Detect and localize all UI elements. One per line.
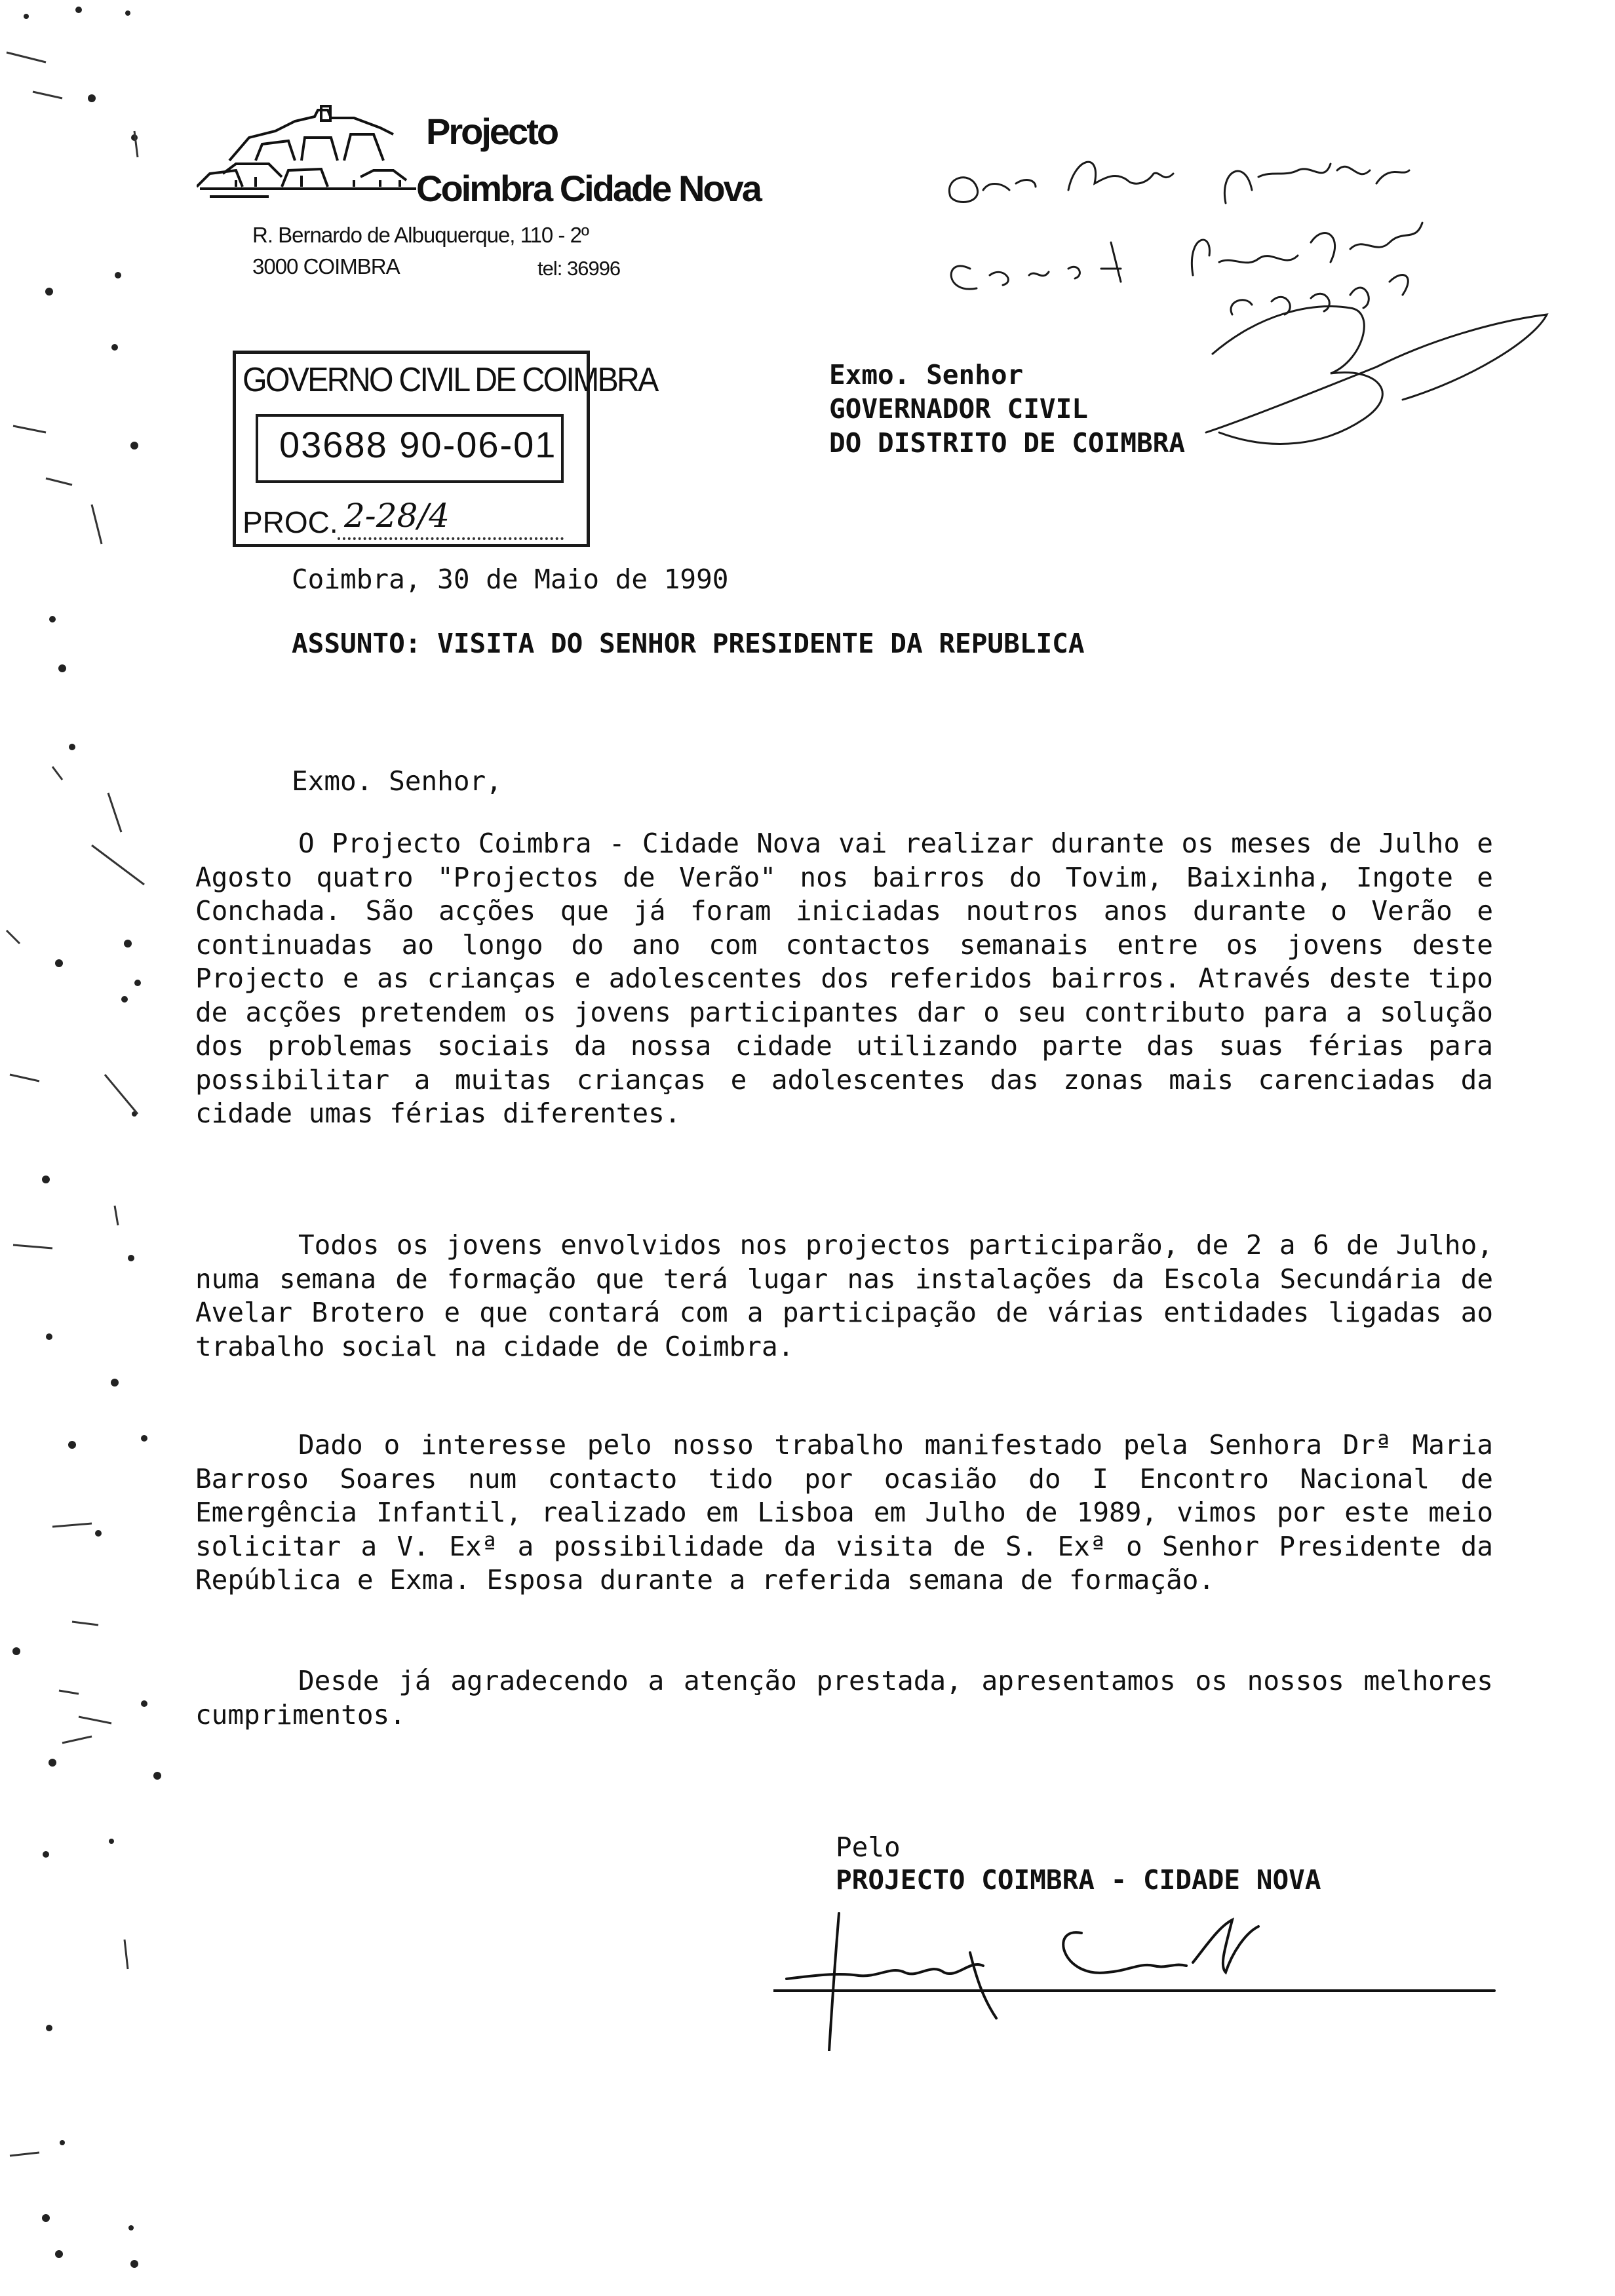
addressee-line1: Exmo. Senhor [829,359,1024,391]
letter-subject: ASSUNTO: VISITA DO SENHOR PRESIDENTE DA REPUBLICA [292,628,1085,659]
body-paragraph-2: Todos os jovens envolvidos nos projectos participarão, de 2 a 6 de Julho, numa semana de formação que terá lugar nas instalações da Escola Secundária de Avelar Brotero e que contará com a participação de várias entidades ligadas ao trabalho social na cidade de Coimbra. [195,1229,1493,1362]
body-paragraph-4: Desde já agradecendo a atenção prestada, apresentamos os nossos melhores cumprimentos. [195,1665,1493,1731]
body-paragraph-1: O Projecto Coimbra - Cidade Nova vai realizar durante os meses de Julho e Agosto quatro "Projectos de Verão" nos bairros do Tovim, Baixinha, Ingote e Conchada. São acções que já foram iniciadas noutros anos durante o Verão e continuadas ao longo do ano com contactos semanais entre os jovens deste Projecto e as crianças e adolescentes dos referidos bairros. Através deste tipo de acções pretendem os jovens participantes dar o seu contributo para a solução dos problemas sociais da nossa cidade utilizando parte das suas férias para possibilitar a muitas crianças e adolescentes das zonas mais carenciadas da cidade umas férias diferentes. [195,828,1493,1129]
letterhead-name-line2: Coimbra Cidade Nova [416,168,760,209]
stamp-proc-value: 2-28/4 [344,497,450,535]
stamp-entry-number: 03688 90-06-01 [279,424,557,465]
scan-noise-speckles [0,0,197,2296]
addressee-line2: GOVERNADOR CIVIL [829,393,1088,425]
handwritten-signature [773,1900,1508,2051]
letterhead-name-line1: Projecto [426,111,558,152]
letterhead-street-address: R. Bernardo de Albuquerque, 110 - 2º [252,223,589,247]
city-skyline-logo-icon [197,98,433,203]
closing-pelo: Pelo [836,1831,901,1863]
handwritten-annotation [905,144,1560,459]
closing-organization: PROJECTO COIMBRA - CIDADE NOVA [836,1864,1321,1896]
addressee-line3: DO DISTRITO DE COIMBRA [829,427,1186,459]
body-paragraph-3: Dado o interesse pelo nosso trabalho manifestado pela Senhora Drª Maria Barroso Soares num contacto tido por ocasião do I Encontro Nacional de Emergência Infantil, realizado em Lisboa em Julho de 1989, vimos por este meio solicitar a V. Exª a possibilidade da visita de S. Exª o Senhor Presidente da República e Exma. Esposa durante a referida semana de formação. [195,1429,1493,1596]
stamp-proc-label: PROC. [243,505,338,539]
stamp-title: GOVERNO CIVIL DE COIMBRA [243,361,657,399]
letterhead-postal-city: 3000 COIMBRA [252,254,400,278]
salutation: Exmo. Senhor, [292,765,502,797]
stamp-dotted-line [338,537,564,540]
letterhead-telephone: tel: 36996 [537,257,621,280]
registry-stamp [233,351,657,547]
letter-date: Coimbra, 30 de Maio de 1990 [292,564,729,595]
stamp-number-box [256,414,564,483]
